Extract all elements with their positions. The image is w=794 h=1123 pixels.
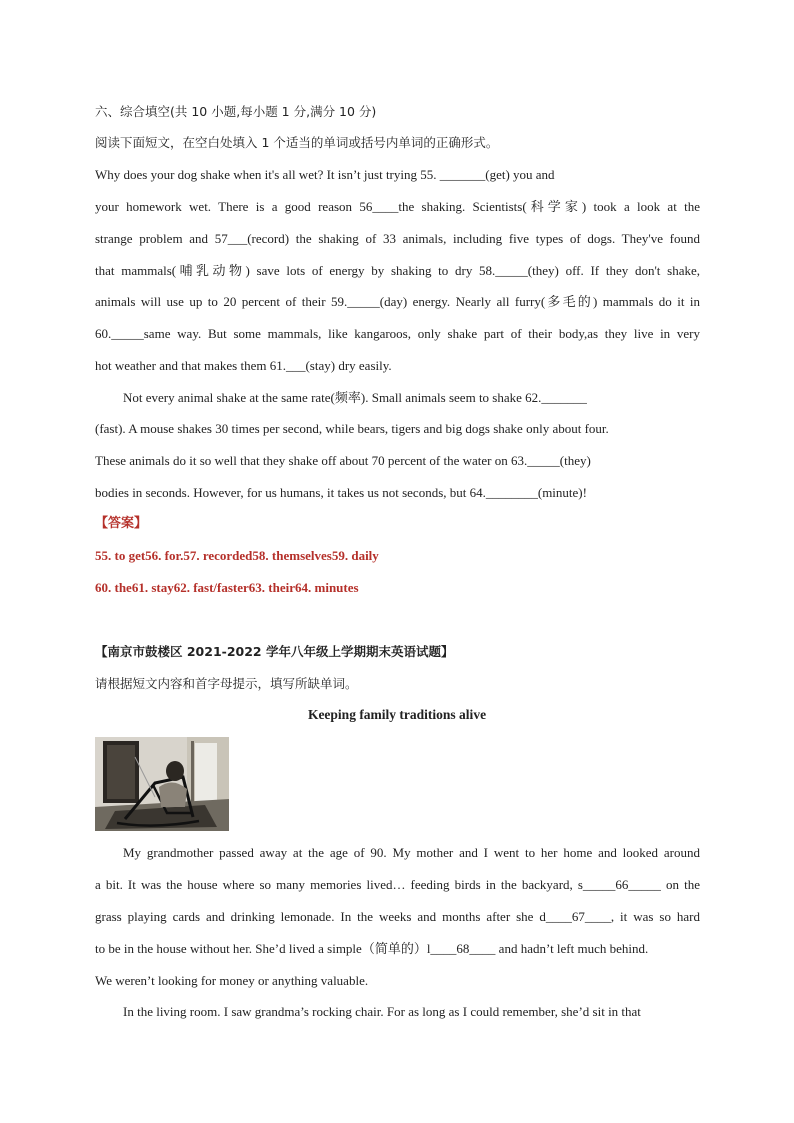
answer-label: 【答案】 — [95, 516, 148, 531]
section-instruction: 阅读下面短文，在空白处填入 1 个适当的单词或括号内单词的正确形式。 — [95, 135, 499, 150]
passage-line: My grandmother passed away at the age of 90. My mother and I went to her home and looked around — [123, 845, 700, 860]
section-heading: 六、综合填空(共 10 小题,每小题 1 分,满分 10 分) — [95, 104, 377, 119]
passage-line: that mammals(哺乳动物) save lots of energy by shaking to dry 58._____(they) off. If they don't shake, — [95, 263, 700, 278]
passage-line: bodies in seconds. However, for us humans, it takes us not seconds, but 64.________(minute)! — [95, 485, 587, 500]
passage-line: hot weather and that makes them 61.___(stay) dry easily. — [95, 358, 392, 373]
rocking-chair-photo — [95, 737, 229, 831]
passage-line: your homework wet. There is a good reason 56____the shaking. Scientists(科学家) took a look at the — [95, 199, 700, 214]
passage-line: grass playing cards and drinking lemonade. In the weeks and months after she d____67____, it was so hard — [95, 909, 700, 924]
passage-line: (fast). A mouse shakes 30 times per second, while bears, tigers and big dogs shake only about four. — [95, 421, 609, 436]
passage-line: a bit. It was the house where so many memories lived… feeding birds in the backyard, s_____66_____ on the — [95, 877, 700, 892]
answer-line: 60. the61. stay62. fast/faster63. their64. minutes — [95, 580, 359, 595]
section-instruction: 请根据短文内容和首字母提示，填写所缺单词。 — [95, 676, 358, 691]
source-heading: 【南京市鼓楼区 2021-2022 学年八年级上学期期末英语试题】 — [95, 644, 454, 659]
passage-line: These animals do it so well that they shake off about 70 percent of the water on 63._____(they) — [95, 453, 591, 468]
passage-line: Not every animal shake at the same rate(频率). Small animals seem to shake 62._______ — [123, 390, 587, 405]
passage-title: Keeping family traditions alive — [307, 707, 487, 722]
passage-line: We weren’t looking for money or anything valuable. — [95, 973, 369, 988]
passage-line: Why does your dog shake when it's all wet? It isn’t just trying 55. _______(get) you and — [95, 167, 555, 182]
passage-line: animals will use up to 20 percent of their 59._____(day) energy. Nearly all furry(多毛的) mammals do it in — [95, 294, 700, 309]
passage-line: to be in the house without her. She’d lived a simple（简单的）l____68____ and hadn’t left much behind. — [95, 941, 649, 956]
passage-line: strange problem and 57___(record) the shaking of 33 animals, including five types of dogs. They've found — [95, 231, 700, 246]
passage-line: In the living room. I saw grandma’s rocking chair. For as long as I could remember, she’d sit in that — [123, 1004, 641, 1019]
answer-line: 55. to get56. for.57. recorded58. themselves59. daily — [95, 548, 379, 563]
passage-line: 60._____same way. But some mammals, like kangaroos, only shake part of their body,as they live in very — [95, 326, 700, 341]
